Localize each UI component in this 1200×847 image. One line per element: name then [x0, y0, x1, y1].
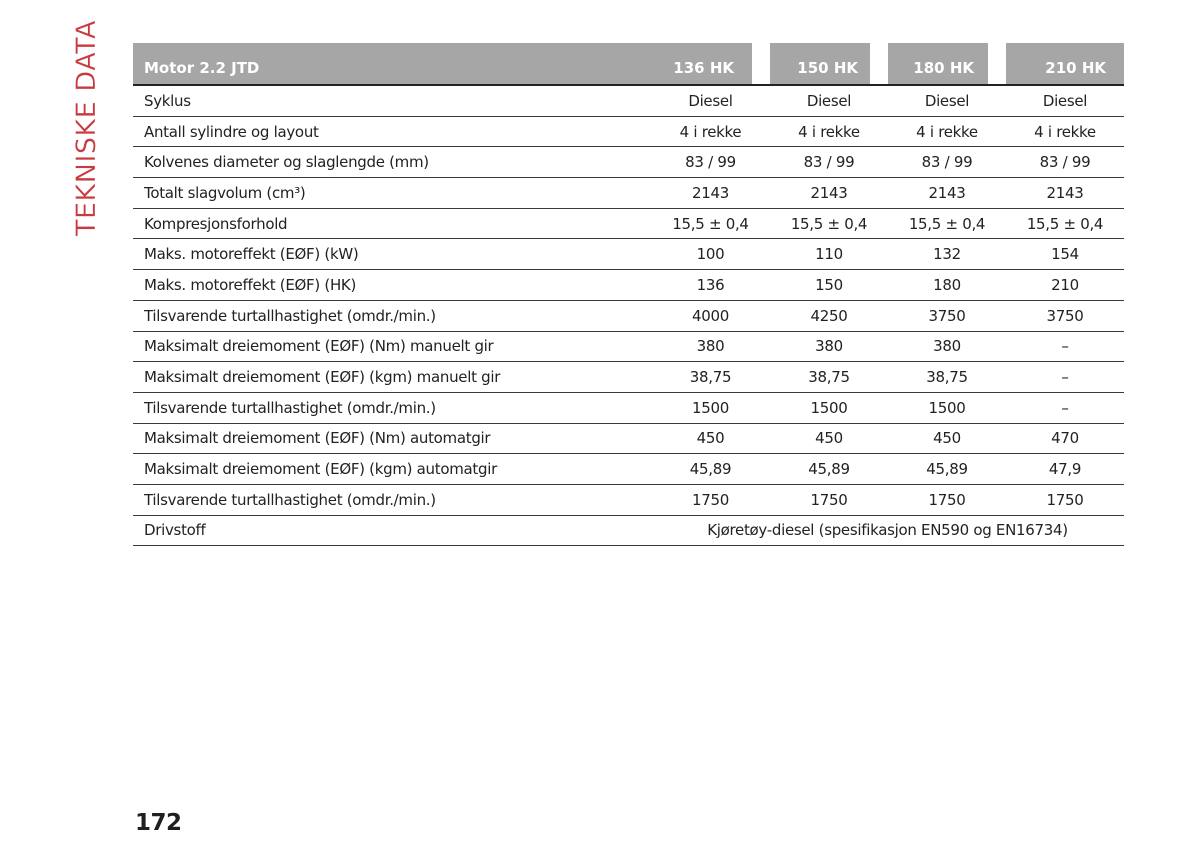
row-value: 45,89 [651, 454, 770, 485]
row-value: 1500 [770, 393, 888, 424]
row-label: Maksimalt dreiemoment (EØF) (Nm) automatgir [133, 424, 651, 455]
row-value: – [1006, 393, 1124, 424]
row-value: 1750 [888, 485, 1006, 516]
row-label: Tilsvarende turtallhastighet (omdr./min.) [133, 301, 651, 332]
row-value: 380 [770, 332, 888, 363]
row-value: 150 [770, 270, 888, 301]
header-column-136hk [651, 43, 770, 86]
row-value: 450 [770, 424, 888, 455]
row-value: 15,5 ± 0,4 [888, 209, 1006, 240]
table-row [133, 178, 1124, 209]
header-column-180hk [888, 43, 1006, 86]
row-value: 15,5 ± 0,4 [651, 209, 770, 240]
table-row [133, 393, 1124, 424]
row-value: 450 [888, 424, 1006, 455]
row-value: 4 i rekke [1006, 117, 1124, 148]
row-value: 132 [888, 239, 1006, 270]
fuel-spec-value: Kjøretøy-diesel (spesifikasjon EN590 og EN16734) [651, 516, 1124, 547]
row-value: 15,5 ± 0,4 [770, 209, 888, 240]
table-row [133, 239, 1124, 270]
row-value: 1750 [651, 485, 770, 516]
row-value: 45,89 [888, 454, 1006, 485]
row-value: 4 i rekke [888, 117, 1006, 148]
row-value: 2143 [770, 178, 888, 209]
row-label: Maksimalt dreiemoment (EØF) (Nm) manuelt gir [133, 332, 651, 363]
header-column-150hk [770, 43, 888, 86]
row-value: 110 [770, 239, 888, 270]
row-value: 154 [1006, 239, 1124, 270]
table-row [133, 301, 1124, 332]
row-value: 1500 [651, 393, 770, 424]
row-value: 83 / 99 [1006, 147, 1124, 178]
row-value: 2143 [888, 178, 1006, 209]
table-row [133, 485, 1124, 516]
row-value: 136 [651, 270, 770, 301]
row-label: Tilsvarende turtallhastighet (omdr./min.) [133, 485, 651, 516]
row-label: Syklus [133, 86, 651, 117]
row-value: 83 / 99 [770, 147, 888, 178]
row-label: Totalt slagvolum (cm³) [133, 178, 651, 209]
row-label: Antall sylindre og layout [133, 117, 651, 148]
row-value: 2143 [1006, 178, 1124, 209]
fuel-row [133, 516, 1124, 547]
table-body [133, 86, 1124, 546]
row-label: Maks. motoreffekt (EØF) (HK) [133, 270, 651, 301]
row-value: 4 i rekke [770, 117, 888, 148]
row-label: Tilsvarende turtallhastighet (omdr./min.) [133, 393, 651, 424]
row-label: Kolvenes diameter og slaglengde (mm) [133, 147, 651, 178]
row-value: – [1006, 362, 1124, 393]
row-label: Drivstoff [133, 516, 651, 547]
row-value: 3750 [888, 301, 1006, 332]
header-column-text: 210 HK [1006, 43, 1124, 84]
row-value: 1750 [1006, 485, 1124, 516]
row-value: 1750 [770, 485, 888, 516]
header-column-210hk [1006, 43, 1124, 86]
row-value: 38,75 [888, 362, 1006, 393]
row-value: 45,89 [770, 454, 888, 485]
row-value: Diesel [770, 86, 888, 117]
row-value: Diesel [651, 86, 770, 117]
table-row [133, 209, 1124, 240]
row-value: 180 [888, 270, 1006, 301]
table-row [133, 147, 1124, 178]
row-value: 83 / 99 [888, 147, 1006, 178]
row-value: 380 [651, 332, 770, 363]
page-number: 172 [135, 810, 182, 836]
row-value: 1500 [888, 393, 1006, 424]
row-value: 4000 [651, 301, 770, 332]
row-value: 15,5 ± 0,4 [1006, 209, 1124, 240]
table-row [133, 362, 1124, 393]
row-label: Maks. motoreffekt (EØF) (kW) [133, 239, 651, 270]
header-engine-title-text: Motor 2.2 JTD [133, 43, 651, 84]
table-row [133, 117, 1124, 148]
row-value: 2143 [651, 178, 770, 209]
section-side-label: TEKNISKE DATA [71, 20, 102, 236]
header-engine-title [133, 43, 651, 86]
table-row [133, 270, 1124, 301]
row-label: Kompresjonsforhold [133, 209, 651, 240]
table-row [133, 86, 1124, 117]
table-row [133, 332, 1124, 363]
row-value: 4 i rekke [651, 117, 770, 148]
engine-spec-table [133, 43, 1124, 546]
header-column-text: 180 HK [888, 43, 988, 84]
row-label: Maksimalt dreiemoment (EØF) (kgm) manuelt gir [133, 362, 651, 393]
row-value: Diesel [888, 86, 1006, 117]
row-value: 450 [651, 424, 770, 455]
row-value: 470 [1006, 424, 1124, 455]
row-label: Maksimalt dreiemoment (EØF) (kgm) automatgir [133, 454, 651, 485]
header-column-text: 136 HK [651, 43, 752, 84]
row-value: 4250 [770, 301, 888, 332]
row-value: 38,75 [770, 362, 888, 393]
table-row [133, 454, 1124, 485]
row-value: 380 [888, 332, 1006, 363]
row-value: Diesel [1006, 86, 1124, 117]
header-column-text: 150 HK [770, 43, 870, 84]
row-value: 83 / 99 [651, 147, 770, 178]
row-value: 3750 [1006, 301, 1124, 332]
row-value: – [1006, 332, 1124, 363]
row-value: 47,9 [1006, 454, 1124, 485]
table-header-row [133, 43, 1124, 86]
table-row [133, 424, 1124, 455]
row-value: 100 [651, 239, 770, 270]
row-value: 38,75 [651, 362, 770, 393]
row-value: 210 [1006, 270, 1124, 301]
